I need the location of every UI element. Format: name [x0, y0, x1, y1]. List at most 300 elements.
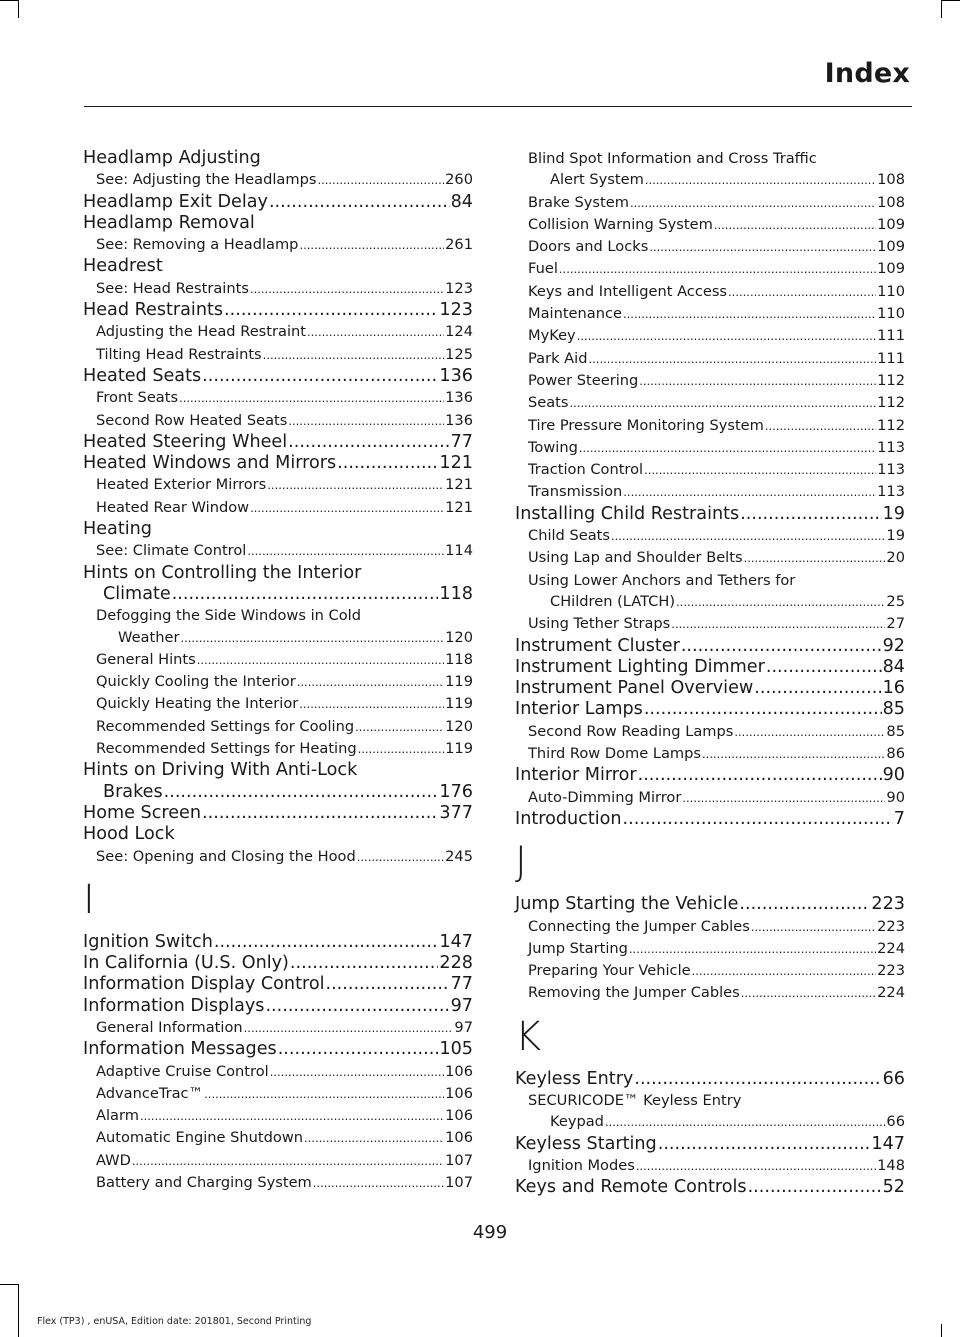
index-subentry — [83, 344, 473, 366]
entry-row — [96, 410, 473, 432]
page-reference: 52 — [882, 1177, 905, 1198]
entry-row — [96, 278, 473, 300]
index-entry — [83, 256, 473, 277]
entry-row — [96, 1127, 473, 1149]
page-reference: 111 — [877, 327, 905, 345]
entry-text: See: Adjusting the Headlamps — [96, 171, 317, 189]
page-reference: 223 — [871, 894, 905, 915]
index-entry — [83, 432, 473, 453]
index-entry — [83, 563, 473, 606]
edition-footer: Flex (TP3) , enUSA, Edition date: 201801, Second Printing — [37, 1316, 312, 1327]
entry-text: Third Row Dome Lamps — [528, 745, 702, 763]
entry-text-continued: Weather — [118, 628, 180, 646]
index-entry — [515, 636, 905, 657]
index-subentry — [83, 738, 473, 760]
entry-text: Front Seats — [96, 389, 179, 407]
entry-text: Recommended Settings for Cooling — [96, 717, 355, 735]
entry-row — [96, 540, 473, 562]
entry-text-continued: Keypad — [550, 1113, 604, 1131]
entry-text: Brake System — [528, 193, 629, 211]
index-entry — [83, 519, 473, 540]
entry-text: Keyless Entry — [515, 1068, 634, 1089]
page-number: 499 — [472, 1222, 508, 1243]
entry-row — [528, 525, 905, 547]
entry-row — [528, 281, 905, 303]
leader-dots — [739, 894, 870, 915]
leader-dots — [317, 170, 444, 191]
entry-row — [96, 344, 473, 366]
index-subentry — [515, 415, 905, 437]
leader-dots — [577, 326, 876, 347]
leader-dots — [325, 974, 449, 995]
page-reference: 147 — [439, 931, 473, 952]
page-reference: 112 — [877, 394, 905, 412]
leader-dots — [638, 765, 882, 786]
entry-row — [96, 1017, 473, 1039]
leader-dots — [765, 416, 876, 437]
entry-text: Preparing Your Vehicle — [528, 962, 691, 980]
leader-dots — [639, 371, 876, 392]
leader-dots — [748, 1177, 882, 1198]
page-title: Index — [824, 58, 910, 89]
entry-text: Information Displays — [83, 995, 265, 1016]
entry-text: Blind Spot Information and Cross Traffic — [528, 150, 817, 167]
index-subentry — [83, 321, 473, 343]
page-reference: 123 — [445, 279, 473, 297]
index-entry — [515, 1134, 905, 1155]
leader-dots — [579, 438, 876, 459]
section-letter: J — [515, 839, 527, 886]
entry-row — [528, 591, 905, 613]
page-reference: 114 — [445, 542, 473, 560]
index-subentry — [515, 960, 905, 982]
entry-row — [96, 1083, 473, 1105]
page-reference: 113 — [877, 483, 905, 501]
page-reference: 136 — [445, 411, 473, 429]
index-entry — [83, 824, 473, 845]
entry-row — [96, 1061, 473, 1083]
entry-row — [528, 1155, 905, 1177]
leader-dots — [702, 744, 885, 765]
entry-text: In California (U.S. Only) — [83, 953, 289, 974]
entry-text: See: Opening and Closing the Hood — [96, 847, 356, 865]
entry-text: Automatic Engine Shutdown — [96, 1129, 303, 1147]
entry-text: Ignition Modes — [528, 1156, 635, 1174]
page-reference: 113 — [877, 438, 905, 456]
leader-dots — [307, 322, 444, 343]
page-reference: 223 — [877, 962, 905, 980]
index-subentry — [83, 605, 473, 649]
entry-text: Instrument Cluster — [515, 635, 680, 656]
entry-row — [528, 787, 905, 809]
page-reference: 224 — [877, 984, 905, 1002]
page-reference: 7 — [893, 808, 905, 829]
entry-text: Traction Control — [528, 461, 644, 479]
index-subentry — [515, 348, 905, 370]
leader-dots — [740, 504, 881, 525]
entry-text: Heated Rear Window — [96, 498, 250, 516]
entry-text: AWD — [96, 1151, 131, 1169]
leader-dots — [630, 193, 876, 214]
entry-text: Alarm — [96, 1107, 139, 1125]
leader-dots — [623, 304, 876, 325]
leader-dots — [681, 636, 882, 657]
page-reference: 105 — [439, 1039, 473, 1060]
entry-row — [528, 613, 905, 635]
index-entry — [83, 366, 473, 387]
entry-text: AdvanceTrac™ — [96, 1084, 204, 1102]
leader-dots — [649, 237, 876, 258]
page-reference: 108 — [877, 171, 905, 189]
page-reference: 110 — [877, 305, 905, 323]
leader-dots — [180, 628, 444, 649]
index-entry — [515, 1069, 905, 1090]
page-reference: 90 — [882, 765, 905, 786]
leader-dots — [202, 366, 438, 387]
entry-row — [96, 321, 473, 343]
entry-row — [515, 894, 905, 915]
entry-row — [528, 392, 905, 414]
leader-dots — [559, 259, 876, 280]
leader-dots — [588, 349, 876, 370]
entry-row — [96, 627, 473, 649]
entry-row — [96, 649, 473, 671]
index-subentry — [515, 148, 905, 192]
page-reference: 120 — [445, 628, 473, 646]
entry-text-continued: CHildren (LATCH) — [550, 592, 676, 610]
index-subentry — [515, 787, 905, 809]
entry-row — [528, 743, 905, 765]
leader-dots — [658, 1134, 871, 1155]
entry-text: Installing Child Restraints — [515, 503, 740, 524]
index-subentry — [515, 236, 905, 258]
index-entry — [83, 803, 473, 824]
page-reference: 84 — [450, 191, 473, 212]
index-subentry — [83, 649, 473, 671]
leader-dots — [766, 657, 882, 678]
entry-row — [528, 192, 905, 214]
entry-row — [96, 1150, 473, 1172]
page-reference: 112 — [877, 416, 905, 434]
leader-dots — [244, 1018, 454, 1039]
page-reference: 107 — [445, 1174, 473, 1192]
entry-row — [528, 370, 905, 392]
leader-dots — [247, 541, 444, 562]
leader-dots — [132, 1151, 444, 1172]
index-entry — [515, 894, 905, 915]
index-subentry — [83, 1172, 473, 1194]
entry-text: Interior Lamps — [515, 699, 643, 720]
entry-text: Heated Windows and Mirrors — [83, 453, 337, 474]
index-subentry — [83, 474, 473, 496]
crop-mark — [0, 1284, 18, 1285]
index-subentry — [83, 1127, 473, 1149]
leader-dots — [605, 1112, 885, 1133]
page-reference: 110 — [877, 282, 905, 300]
entry-text-continued: Brakes — [103, 781, 163, 802]
index-subentry — [515, 570, 905, 614]
entry-row — [83, 932, 473, 953]
entry-text: Doors and Locks — [528, 238, 649, 256]
leader-dots — [224, 300, 438, 321]
page-reference: 19 — [886, 527, 905, 545]
section-letter: I — [83, 876, 95, 923]
entry-text: Head Restraints — [83, 300, 224, 321]
index-subentry — [515, 325, 905, 347]
entry-text: General Hints — [96, 650, 196, 668]
entry-text: Instrument Panel Overview — [515, 678, 754, 699]
leader-dots — [278, 1039, 439, 1060]
entry-text: Tilting Head Restraints — [96, 345, 262, 363]
page-reference: 25 — [886, 592, 905, 610]
index-subentry — [515, 303, 905, 325]
entry-row — [96, 671, 473, 693]
page-reference: 97 — [454, 1018, 473, 1036]
entry-text: Second Row Heated Seats — [96, 411, 288, 429]
crop-mark — [941, 1324, 942, 1337]
entry-row — [528, 258, 905, 280]
leader-dots — [611, 526, 885, 547]
entry-text: Headrest — [83, 256, 163, 277]
entry-row — [83, 432, 473, 453]
entry-row — [528, 459, 905, 481]
entry-text: Jump Starting the Vehicle — [515, 894, 739, 915]
page-reference: 92 — [882, 635, 905, 656]
index-subentry — [515, 547, 905, 569]
leader-dots — [204, 1084, 444, 1105]
page-reference: 260 — [445, 171, 473, 189]
entry-text: Battery and Charging System — [96, 1174, 312, 1192]
index-subentry — [83, 387, 473, 409]
page-reference: 108 — [877, 193, 905, 211]
page-reference: 136 — [439, 365, 473, 386]
index-entry — [515, 504, 905, 525]
index-subentry — [83, 1061, 473, 1083]
leader-dots — [751, 917, 876, 938]
leader-dots — [288, 411, 444, 432]
entry-row — [528, 303, 905, 325]
entry-row — [515, 1134, 905, 1155]
index-entry — [515, 678, 905, 699]
page-reference: 109 — [877, 260, 905, 278]
page-reference: 261 — [445, 236, 473, 254]
entry-row — [515, 636, 905, 657]
leader-dots — [250, 498, 444, 519]
index-subentry — [515, 437, 905, 459]
entry-row — [96, 1105, 473, 1127]
entry-text: See: Climate Control — [96, 542, 247, 560]
page-reference: 136 — [445, 389, 473, 407]
leader-dots — [682, 788, 885, 809]
index-subentry — [515, 982, 905, 1004]
index-subentry — [83, 1083, 473, 1105]
index-entry — [83, 453, 473, 474]
entry-text: Park Aid — [528, 349, 588, 367]
entry-row — [528, 437, 905, 459]
leader-dots — [645, 170, 876, 191]
entry-row — [528, 325, 905, 347]
leader-dots — [290, 953, 438, 974]
leader-dots — [744, 548, 886, 569]
page-reference: 147 — [871, 1133, 905, 1154]
page-reference: 84 — [882, 656, 905, 677]
index-subentry — [83, 497, 473, 519]
page-reference: 86 — [886, 745, 905, 763]
page-reference: 224 — [877, 939, 905, 957]
entry-row — [83, 192, 473, 213]
leader-dots — [741, 983, 876, 1004]
entry-text: Auto-Dimming Mirror — [528, 788, 682, 806]
leader-dots — [676, 592, 885, 613]
entry-text: Using Tether Straps — [528, 615, 671, 633]
page-reference: 66 — [886, 1113, 905, 1131]
leader-dots — [288, 432, 449, 453]
entry-row — [83, 803, 473, 824]
entry-row — [83, 584, 473, 605]
entry-text-continued: Alert System — [550, 171, 644, 189]
leader-dots — [734, 722, 885, 743]
entry-text: Fuel — [528, 260, 558, 278]
entry-row — [515, 765, 905, 786]
page-reference: 106 — [445, 1084, 473, 1102]
entry-text: Child Seats — [528, 527, 610, 545]
leader-dots — [644, 460, 876, 481]
entry-row — [528, 721, 905, 743]
entry-row — [83, 782, 473, 803]
leader-dots — [692, 961, 877, 982]
index-column-left — [83, 148, 473, 1194]
leader-dots — [140, 1106, 444, 1127]
entry-row — [96, 738, 473, 760]
entry-text: Home Screen — [83, 802, 202, 823]
page-reference: 112 — [877, 371, 905, 389]
index-subentry — [83, 846, 473, 868]
index-entry — [83, 1039, 473, 1060]
leader-dots — [269, 192, 450, 213]
leader-dots — [172, 584, 439, 605]
entry-row — [96, 234, 473, 256]
entry-text: Headlamp Adjusting — [83, 148, 261, 168]
page-reference: 123 — [439, 300, 473, 321]
entry-text: Hood Lock — [83, 824, 175, 845]
index-entry — [83, 996, 473, 1017]
leader-dots — [623, 809, 893, 830]
entry-text: Quickly Cooling the Interior — [96, 673, 296, 691]
index-entry — [515, 1177, 905, 1198]
crop-mark — [0, 0, 18, 1]
page-reference: 66 — [882, 1068, 905, 1089]
page-reference: 85 — [886, 722, 905, 740]
page-reference: 119 — [445, 673, 473, 691]
page-reference: 119 — [445, 695, 473, 713]
index-entry — [83, 300, 473, 321]
page-reference: 19 — [882, 503, 905, 524]
leader-dots — [164, 782, 439, 803]
entry-row — [528, 1111, 905, 1133]
entry-text: See: Head Restraints — [96, 279, 249, 297]
entry-text: Towing — [528, 438, 578, 456]
leader-dots — [202, 803, 438, 824]
entry-text: Heated Exterior Mirrors — [96, 476, 267, 494]
entry-row — [515, 699, 905, 720]
entry-row — [528, 916, 905, 938]
entry-row — [96, 497, 473, 519]
entry-text: Headlamp Removal — [83, 212, 255, 233]
entry-row — [83, 996, 473, 1017]
leader-dots — [636, 1156, 876, 1177]
entry-text: Keyless Starting — [515, 1133, 657, 1154]
entry-row — [96, 169, 473, 191]
entry-text: Using Lower Anchors and Tethers for — [528, 571, 796, 589]
index-subentry — [515, 481, 905, 503]
page-reference: 148 — [877, 1156, 905, 1174]
entry-text: Keys and Intelligent Access — [528, 282, 728, 300]
crop-mark — [18, 0, 19, 18]
index-subentry — [515, 192, 905, 214]
entry-text: Adjusting the Head Restraint — [96, 323, 306, 341]
index-subentry — [515, 370, 905, 392]
page-reference: 228 — [439, 953, 473, 974]
page-reference: 97 — [450, 995, 473, 1016]
leader-dots — [629, 939, 876, 960]
leader-dots — [728, 282, 876, 303]
index-subentry — [515, 258, 905, 280]
leader-dots — [634, 1069, 881, 1090]
page-reference: 121 — [445, 476, 473, 494]
entry-text: Interior Mirror — [515, 765, 637, 786]
page-reference: 106 — [445, 1062, 473, 1080]
page-reference: 113 — [877, 461, 905, 479]
leader-dots — [214, 932, 439, 953]
index-entry — [83, 974, 473, 995]
entry-row — [528, 415, 905, 437]
index-subentry — [83, 1105, 473, 1127]
index-subentry — [515, 214, 905, 236]
index-subentry — [83, 169, 473, 191]
page-reference: 109 — [877, 238, 905, 256]
entry-text: Transmission — [528, 483, 623, 501]
leader-dots — [265, 996, 449, 1017]
index-entry — [515, 699, 905, 720]
crop-mark — [941, 0, 960, 1]
page-reference: 118 — [445, 650, 473, 668]
index-entry — [515, 657, 905, 678]
entry-row — [83, 953, 473, 974]
entry-row — [528, 236, 905, 258]
entry-row — [515, 657, 905, 678]
entry-text: Tire Pressure Monitoring System — [528, 416, 764, 434]
leader-dots — [304, 1128, 444, 1149]
index-subentry — [515, 721, 905, 743]
entry-text: Hints on Controlling the Interior — [83, 562, 362, 583]
entry-text: Introduction — [515, 808, 622, 829]
index-subentry — [83, 410, 473, 432]
entry-text: Connecting the Jumper Cables — [528, 917, 750, 935]
entry-row — [528, 547, 905, 569]
entry-row — [96, 1172, 473, 1194]
leader-dots — [570, 393, 877, 414]
index-subentry — [83, 1150, 473, 1172]
leader-dots — [313, 1173, 444, 1194]
entry-row — [96, 387, 473, 409]
entry-text: Ignition Switch — [83, 931, 213, 952]
entry-text: Hints on Driving With Anti-Lock — [83, 760, 358, 781]
index-subentry — [83, 540, 473, 562]
page-reference: 118 — [439, 583, 473, 604]
leader-dots — [270, 1062, 444, 1083]
entry-row — [528, 481, 905, 503]
entry-text: Seats — [528, 394, 569, 412]
